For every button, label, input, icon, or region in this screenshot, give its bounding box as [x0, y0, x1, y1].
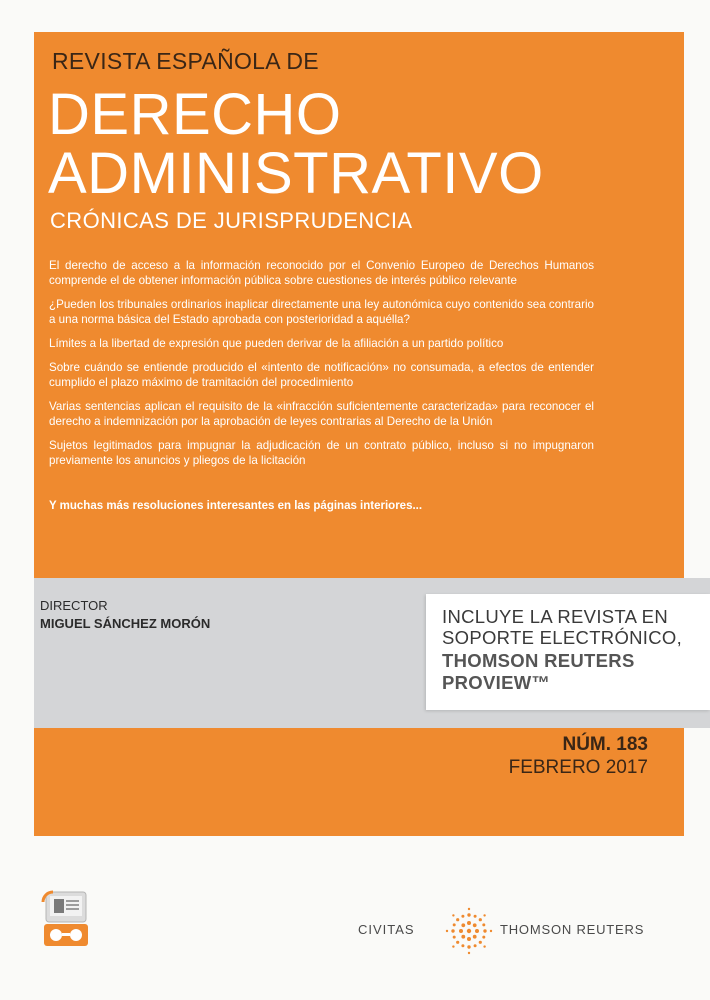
title-line-1: DERECHO	[48, 82, 342, 147]
issue-date: FEBRERO 2017	[508, 757, 648, 778]
more-resolutions-text: Y muchas más resoluciones interesantes en las páginas interiores...	[49, 500, 423, 512]
contents-item: Varias sentencias aplican el requisito de la «infracción suficientemente caracterizada» para reconocer el derecho a indemnización por la aprobación de leyes contrarias al Derecho de la Unión	[49, 400, 594, 428]
contents-list	[49, 258, 594, 477]
director-label: DIRECTOR	[40, 598, 108, 613]
title-line-2: ADMINISTRATIVO	[48, 141, 544, 206]
issue-number: NÚM. 183	[562, 734, 648, 755]
proview-line-4: PROVIEW™	[442, 672, 551, 693]
proview-line-1: INCLUYE LA REVISTA EN	[442, 606, 668, 627]
proview-line-3: THOMSON REUTERS	[442, 650, 635, 671]
proview-box	[426, 594, 710, 710]
proview-app-icon	[40, 888, 94, 958]
director-name: MIGUEL SÁNCHEZ MORÓN	[40, 616, 211, 631]
contents-item: Sujetos legitimados para impugnar la adjudicación de un contrato público, incluso si no impugnaron previamente los anuncios y pliegos de la licitación	[49, 439, 594, 467]
subtitle: CRÓNICAS DE JURISPRUDENCIA	[50, 208, 413, 233]
journal-prefix: REVISTA ESPAÑOLA DE	[52, 48, 319, 74]
thomson-reuters-logo-text: THOMSON REUTERS	[500, 922, 645, 937]
contents-item: ¿Pueden los tribunales ordinarios inaplicar directamente una ley autonómica cuyo contenido sea contrario a una norma básica del Estado aprobada con posterioridad a aquélla?	[49, 298, 594, 326]
contents-item: Límites a la libertad de expresión que pueden derivar de la afiliación a un partido político	[49, 337, 504, 350]
contents-item: Sobre cuándo se entiende producido el «intento de notificación» no consumada, a efectos de entender cumplido el plazo máximo de tramitación del procedimiento	[49, 361, 594, 389]
proview-line-2: SOPORTE ELECTRÓNICO,	[442, 627, 683, 648]
contents-item: El derecho de acceso a la información reconocido por el Convenio Europeo de Derechos Humanos comprende el de obtener información pública sobre cuestiones de interés público relevante	[49, 259, 594, 287]
civitas-logo-text: CIVITAS	[358, 922, 415, 937]
thomson-reuters-logo-icon	[444, 906, 494, 956]
